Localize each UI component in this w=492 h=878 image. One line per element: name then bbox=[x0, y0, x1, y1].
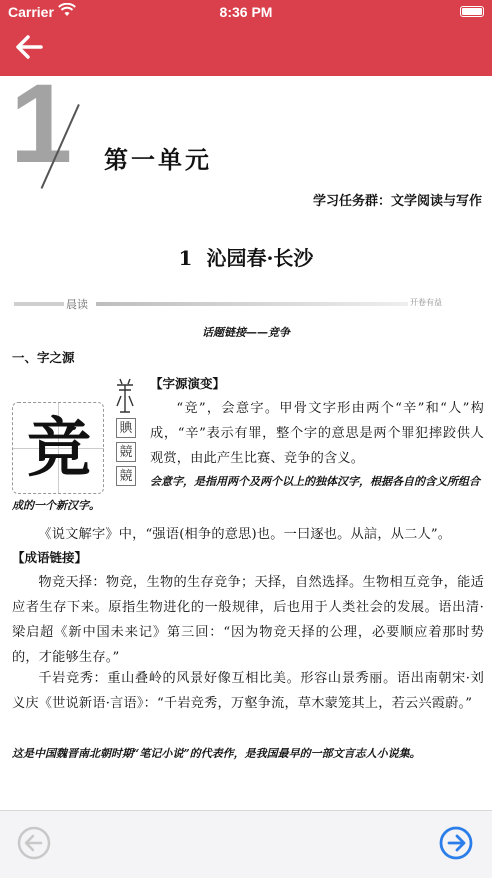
glyph-seal-1: 賟 bbox=[116, 418, 136, 438]
bottom-toolbar bbox=[0, 810, 492, 878]
page-content[interactable] bbox=[0, 76, 492, 810]
task-group-label: 学习任务群：文学阅读与写作 bbox=[312, 194, 482, 209]
topic-link: 话题链接——竞争 bbox=[202, 326, 290, 339]
lesson-name: 沁园春·长沙 bbox=[206, 246, 314, 270]
morning-reading-bar bbox=[14, 297, 484, 311]
status-time: 8:36 PM bbox=[219, 4, 273, 20]
circle-arrow-left-icon[interactable] bbox=[16, 825, 52, 861]
unit-title: 第一单元 bbox=[104, 146, 212, 174]
lesson-number: 1 bbox=[178, 246, 193, 270]
morning-reading-label: 晨读 bbox=[66, 298, 88, 311]
lesson-title bbox=[0, 242, 492, 271]
top-bar bbox=[0, 0, 492, 76]
definition-note: 会意字，是指用两个及两个以上的独体汉字，根据各自的含义所组合成的一个新汉字。 bbox=[12, 475, 480, 512]
battery-icon bbox=[460, 6, 484, 17]
glyph-seal-2: 競 bbox=[116, 442, 136, 462]
arrow-left-icon[interactable] bbox=[14, 34, 44, 60]
idiom-note: 这是中国魏晋南北朝时期“笔记小说”的代表作，是我国最早的一部文言志人小说集。 bbox=[12, 747, 421, 760]
shuowen-text: 《说文解字》中，“强语(相争的意思)也。一曰逐也。从誩，从二人”。 bbox=[38, 527, 452, 542]
idiom-heading: 【成语链接】 bbox=[12, 550, 88, 565]
status-bar bbox=[0, 0, 492, 24]
featured-character: 竞 bbox=[27, 411, 91, 486]
unit-number: 1 bbox=[10, 76, 73, 186]
carrier-label: Carrier bbox=[8, 4, 54, 20]
circle-arrow-right-icon[interactable] bbox=[438, 825, 474, 861]
bar-segment bbox=[96, 302, 408, 306]
bar-segment bbox=[14, 302, 64, 306]
idiom-paragraph-1: 物竞天择：物竞，生物的生存竞争；天择，自然选择。生物相互竞争，能适应者生存下来。原指生物进化的一般规律，后也用于人类社会的发展。语出清·梁启超《新中国未来记》第三回：“因为物竞天择的公理，必要顺应着那时势的，才能够生存。” bbox=[12, 575, 484, 665]
glyph-seal-3: 競 bbox=[116, 466, 136, 486]
section-heading: 一、字之源 bbox=[12, 350, 75, 365]
evolution-text: “竞”，会意字。甲骨文字形由两个“辛”和“人”构成，“辛”表示有罪，整个字的意思是两个罪犯摔跤供人观赏，由此产生比赛、竞争的含义。 bbox=[150, 401, 484, 466]
morning-reading-tag: 开卷有益 bbox=[410, 298, 442, 307]
oracle-bone-glyph-icon bbox=[112, 376, 138, 416]
evolution-heading: 【字源演变】 bbox=[150, 376, 226, 391]
idiom-paragraph-2: 千岩竞秀：重山叠岭的风景好像互相比美。形容山景秀丽。语出南朝宋·刘义庆《世说新语·言语》：“千岩竞秀，万壑争流，草木蒙笼其上，若云兴霞蔚。” bbox=[12, 671, 484, 711]
